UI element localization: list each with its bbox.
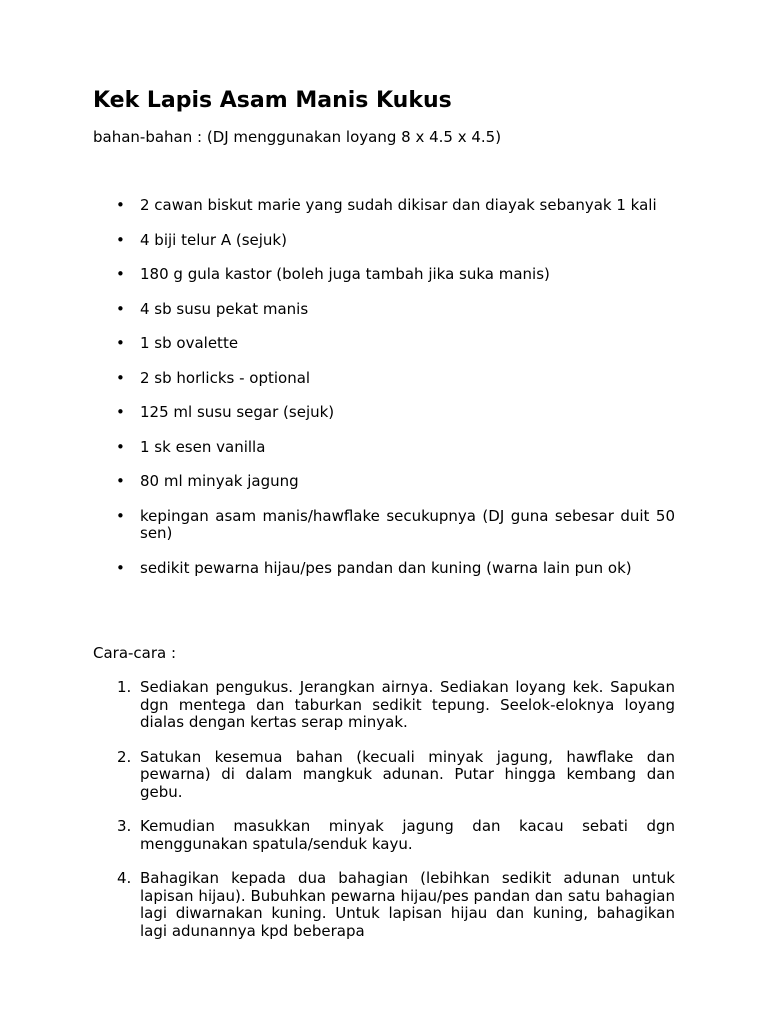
step-item bbox=[93, 870, 675, 940]
ingredient-list bbox=[93, 197, 675, 594]
ingredient-text: kepingan asam manis/hawflake secukupnya (DJ guna sebesar duit 50 sen) bbox=[140, 506, 675, 542]
ingredient-text: 2 sb horlicks - optional bbox=[140, 368, 311, 387]
bullet-icon: • bbox=[116, 558, 125, 577]
ingredient-item bbox=[93, 301, 675, 319]
ingredients-heading: bahan-bahan : (DJ menggunakan loyang 8 x 4.5 x 4.5) bbox=[93, 128, 502, 146]
step-text: Satukan kesemua bahan (kecuali minyak jagung, hawflake dan pewarna) di dalam mangkuk adunan. Putar hingga kembang dan gebu. bbox=[140, 747, 675, 801]
ingredient-item bbox=[93, 508, 675, 543]
method-steps bbox=[93, 679, 675, 957]
ingredient-text: 2 cawan biskut marie yang sudah dikisar dan diayak sebanyak 1 kali bbox=[140, 196, 657, 214]
ingredient-item bbox=[93, 404, 675, 422]
bullet-icon: • bbox=[116, 403, 125, 421]
ingredient-text: sedikit pewarna hijau/pes pandan dan kuning (warna lain pun ok) bbox=[140, 558, 632, 577]
bullet-icon: • bbox=[116, 265, 125, 283]
ingredient-item bbox=[93, 197, 675, 215]
ingredient-item bbox=[93, 560, 675, 578]
step-item bbox=[93, 679, 675, 732]
ingredient-item bbox=[93, 232, 675, 250]
ingredient-item bbox=[93, 266, 675, 284]
step-text: Bahagikan kepada dua bahagian (lebihkan sedikit adunan untuk lapisan hijau). Bubuhkan pewarna hijau/pes pandan dan satu bahagian lagi diwarnakan kuning. Untuk lapisan hijau dan kuning, bahagikan lagi adunannya kpd beberapa bbox=[140, 869, 675, 940]
ingredient-item bbox=[93, 370, 675, 388]
bullet-icon: • bbox=[116, 230, 125, 249]
method-heading: Cara-cara : bbox=[93, 644, 177, 662]
step-number: 1. bbox=[117, 678, 132, 696]
step-text: Sediakan pengukus. Jerangkan airnya. Sediakan loyang kek. Sapukan dgn mentega dan taburkan sedikit tepung. Seelok-eloknya loyang dialas dengan kertas serap minyak. bbox=[140, 678, 675, 731]
step-text: Kemudian masukkan minyak jagung dan kacau sebati dgn menggunakan spatula/senduk kayu. bbox=[140, 817, 675, 853]
recipe-title: Kek Lapis Asam Manis Kukus bbox=[93, 88, 452, 113]
ingredient-text: 4 sb susu pekat manis bbox=[140, 299, 309, 318]
ingredient-item bbox=[93, 439, 675, 457]
ingredient-text: 4 biji telur A (sejuk) bbox=[140, 230, 287, 249]
step-number: 3. bbox=[117, 817, 132, 835]
ingredient-text: 80 ml minyak jagung bbox=[140, 472, 299, 490]
ingredient-text: 1 sk esen vanilla bbox=[140, 437, 266, 456]
ingredient-text: 1 sb ovalette bbox=[140, 334, 239, 352]
bullet-icon: • bbox=[116, 368, 125, 387]
step-item bbox=[93, 818, 675, 853]
bullet-icon: • bbox=[116, 334, 125, 352]
bullet-icon: • bbox=[116, 437, 125, 456]
step-item bbox=[93, 749, 675, 802]
bullet-icon: • bbox=[116, 196, 125, 214]
ingredient-item bbox=[93, 473, 675, 491]
ingredient-item bbox=[93, 335, 675, 353]
step-number: 2. bbox=[117, 747, 132, 766]
bullet-icon: • bbox=[116, 506, 125, 525]
bullet-icon: • bbox=[116, 299, 125, 318]
bullet-icon: • bbox=[116, 472, 125, 490]
ingredient-text: 180 g gula kastor (boleh juga tambah jika suka manis) bbox=[140, 265, 550, 283]
step-number: 4. bbox=[117, 869, 132, 887]
ingredient-text: 125 ml susu segar (sejuk) bbox=[140, 403, 335, 421]
